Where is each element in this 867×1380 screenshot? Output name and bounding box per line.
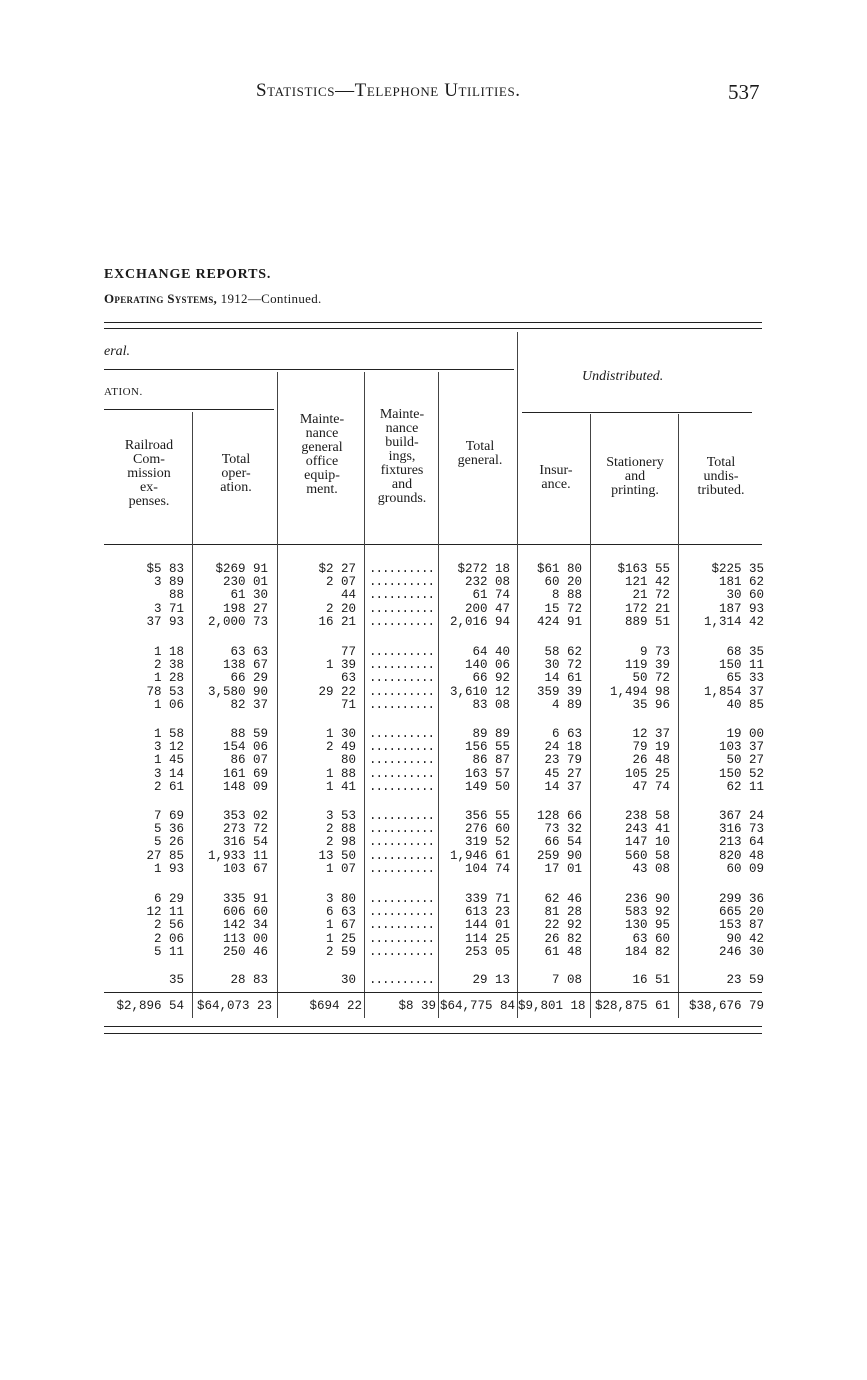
cell-total-operation: 88 59	[230, 727, 268, 741]
cell-total-operation: 606 60	[222, 905, 268, 920]
dot-leader: ..........	[369, 905, 435, 920]
header-fragment-ation: ATION.	[104, 386, 143, 398]
cell-stationery: 121 42	[624, 575, 670, 590]
cell-total-undistributed: 68 35	[726, 645, 764, 659]
cell-stationery: 47 74	[632, 779, 670, 794]
cell-total-general: 114 25	[464, 931, 510, 946]
col-header-railroad: Railroad Com- mission ex- penses.	[124, 438, 174, 509]
vrule-6	[590, 414, 591, 1018]
dot-leader: ..........	[369, 575, 435, 590]
cell-stationery: 43 08	[632, 861, 670, 876]
cell-stationery: 243 41	[624, 822, 670, 837]
header-rule-operation	[104, 409, 274, 410]
cell-total-operation: 103 67	[222, 861, 268, 876]
dot-leader: ..........	[369, 753, 435, 768]
cell-total-operation: 63 63	[230, 645, 268, 659]
col-header-total-undistributed: Total undis- tributed.	[697, 455, 745, 498]
cell-office-equipment: $2 27	[318, 562, 356, 576]
cell-total-undistributed: 50 27	[726, 753, 764, 768]
cell-office-equipment: 13 50	[318, 848, 356, 863]
cell-railroad: 1 18	[153, 645, 184, 659]
cell-total-undistributed: 246 30	[718, 944, 764, 959]
dot-leader: ..........	[369, 658, 435, 673]
dot-leader: ..........	[369, 861, 435, 876]
cell-total-operation: 230 01	[222, 575, 268, 590]
cell-stationery: $163 55	[617, 562, 670, 576]
cell-insurance: 30 72	[544, 658, 582, 673]
cell-total-undistributed: 316 73	[718, 822, 764, 837]
total-office-equipment: $694 22	[309, 999, 362, 1013]
subtitle-smallcaps: Operating Systems,	[104, 291, 218, 306]
dot-leader: ..........	[369, 809, 435, 823]
header-rule-undistributed	[522, 412, 752, 413]
dot-leader: ..........	[369, 684, 435, 699]
cell-total-undistributed: 213 64	[718, 835, 764, 850]
page-number: 537	[728, 80, 760, 104]
cell-stationery: 26 48	[632, 753, 670, 768]
cell-total-general: 89 89	[472, 727, 510, 741]
cell-office-equipment: 1 30	[325, 727, 356, 741]
col-header-total-general: Total general.	[457, 439, 503, 468]
cell-railroad: 5 26	[153, 835, 184, 850]
cell-railroad: 2 56	[153, 918, 184, 933]
cell-total-undistributed: 665 20	[718, 905, 764, 920]
cell-total-operation: 161 69	[222, 766, 268, 781]
cell-total-general: 339 71	[464, 892, 510, 906]
cell-stationery: 119 39	[624, 658, 670, 673]
cell-insurance: 128 66	[536, 809, 582, 823]
cell-railroad: 3 71	[153, 601, 184, 616]
cell-insurance: 17 01	[544, 861, 582, 876]
cell-total-undistributed: 19 00	[726, 727, 764, 741]
cell-railroad: 3 89	[153, 575, 184, 590]
cell-total-general: 64 40	[472, 645, 510, 659]
cell-total-undistributed: 1,314 42	[703, 614, 764, 629]
dot-leader: ..........	[369, 931, 435, 946]
col-header-total-operation: Total oper- ation.	[220, 452, 252, 495]
cell-office-equipment: 2 98	[325, 835, 356, 850]
cell-total-general: $272 18	[457, 562, 510, 576]
cell-office-equipment: 1 39	[325, 658, 356, 673]
cell-stationery: 583 92	[624, 905, 670, 920]
cell-total-undistributed: 187 93	[718, 601, 764, 616]
cell-office-equipment: 1 25	[325, 931, 356, 946]
cell-office-equipment: 71	[340, 697, 356, 712]
totals-rule	[104, 992, 762, 993]
cell-total-undistributed: 820 48	[718, 848, 764, 863]
cell-insurance: 4 89	[551, 697, 582, 712]
cell-railroad: 78 53	[146, 684, 184, 699]
cell-total-operation: 316 54	[222, 835, 268, 850]
vrule-7	[678, 414, 679, 1018]
cell-railroad: 7 69	[153, 809, 184, 823]
cell-total-undistributed: 1,854 37	[703, 684, 764, 699]
cell-total-operation: 3,580 90	[207, 684, 268, 699]
cell-total-undistributed: 30 60	[726, 588, 764, 603]
dot-leader: ..........	[369, 562, 435, 576]
cell-total-operation: 66 29	[230, 671, 268, 686]
cell-office-equipment: 80	[340, 753, 356, 768]
cell-total-operation: 61 30	[230, 588, 268, 603]
cell-railroad: 12 11	[146, 905, 184, 920]
cell-insurance: 23 79	[544, 753, 582, 768]
cell-stationery: 21 72	[632, 588, 670, 603]
cell-last-total-operation: 28 83	[230, 973, 268, 987]
cell-total-operation: 335 91	[222, 892, 268, 906]
cell-total-operation: 353 02	[222, 809, 268, 823]
cell-office-equipment: 63	[340, 671, 356, 686]
cell-office-equipment: 2 49	[325, 740, 356, 755]
cell-railroad: 3 12	[153, 740, 184, 755]
cell-insurance: 81 28	[544, 905, 582, 920]
cell-total-general: 156 55	[464, 740, 510, 755]
cell-total-general: 149 50	[464, 779, 510, 794]
cell-office-equipment: 1 41	[325, 779, 356, 794]
dot-leader: ..........	[369, 740, 435, 755]
total-total-undistributed: $38,676 79	[688, 999, 764, 1013]
cell-total-general: 276 60	[464, 822, 510, 837]
cell-stationery: 105 25	[624, 766, 670, 781]
cell-office-equipment: 29 22	[318, 684, 356, 699]
dot-leader: ..........	[369, 779, 435, 794]
subtitle-rest: 1912—Continued.	[220, 291, 322, 306]
cell-stationery: 560 58	[624, 848, 670, 863]
cell-total-undistributed: 90 42	[726, 931, 764, 946]
cell-stationery: 147 10	[624, 835, 670, 850]
cell-total-operation: 198 27	[222, 601, 268, 616]
cell-last-insurance: 7 08	[551, 973, 582, 987]
cell-stationery: 12 37	[632, 727, 670, 741]
dot-leader: ..........	[369, 727, 435, 741]
cell-total-undistributed: 103 37	[718, 740, 764, 755]
cell-total-general: 2,016 94	[449, 614, 510, 629]
cell-total-undistributed: 181 62	[718, 575, 764, 590]
cell-office-equipment: 2 59	[325, 944, 356, 959]
cell-insurance: 424 91	[536, 614, 582, 629]
cell-total-undistributed: 150 52	[718, 766, 764, 781]
dot-leader: ..........	[369, 697, 435, 712]
cell-office-equipment: 6 63	[325, 905, 356, 920]
cell-total-operation: $269 91	[215, 562, 268, 576]
dot-leader: ..........	[369, 588, 435, 603]
cell-last-railroad: 35	[168, 973, 184, 987]
cell-office-equipment: 2 20	[325, 601, 356, 616]
cell-total-operation: 138 67	[222, 658, 268, 673]
cell-stationery: 238 58	[624, 809, 670, 823]
cell-office-equipment: 1 07	[325, 861, 356, 876]
cell-total-general: 3,610 12	[449, 684, 510, 699]
cell-stationery: 63 60	[632, 931, 670, 946]
cell-total-general: 66 92	[472, 671, 510, 686]
cell-insurance: 259 90	[536, 848, 582, 863]
cell-insurance: 66 54	[544, 835, 582, 850]
cell-total-operation: 86 07	[230, 753, 268, 768]
bottom-rule-1	[104, 1026, 762, 1027]
cell-total-general: 61 74	[472, 588, 510, 603]
cell-insurance: 61 48	[544, 944, 582, 959]
cell-insurance: 60 20	[544, 575, 582, 590]
cell-total-operation: 82 37	[230, 697, 268, 712]
top-rule-2	[104, 328, 762, 329]
cell-total-undistributed: 153 87	[718, 918, 764, 933]
cell-total-general: 144 01	[464, 918, 510, 933]
cell-stationery: 9 73	[639, 645, 670, 659]
vrule-2	[277, 372, 278, 1018]
cell-railroad: 1 58	[153, 727, 184, 741]
cell-stationery: 236 90	[624, 892, 670, 906]
dot-leader: ..........	[369, 614, 435, 629]
header-fragment-top: eral.	[104, 344, 131, 359]
cell-stationery: 889 51	[624, 614, 670, 629]
cell-insurance: 15 72	[544, 601, 582, 616]
cell-railroad: 1 06	[153, 697, 184, 712]
cell-office-equipment: 3 53	[325, 809, 356, 823]
cell-total-operation: 250 46	[222, 944, 268, 959]
dot-leader: ..........	[369, 848, 435, 863]
header-undistributed: Undistributed.	[582, 369, 664, 384]
cell-insurance: 62 46	[544, 892, 582, 906]
cell-insurance: $61 80	[536, 562, 582, 576]
cell-insurance: 22 92	[544, 918, 582, 933]
cell-total-operation: 113 00	[222, 931, 268, 946]
cell-railroad: 2 61	[153, 779, 184, 794]
cell-stationery: 130 95	[624, 918, 670, 933]
cell-stationery: 184 82	[624, 944, 670, 959]
cell-office-equipment: 1 88	[325, 766, 356, 781]
cell-railroad: 27 85	[146, 848, 184, 863]
cell-stationery: 1,494 98	[609, 684, 670, 699]
cell-total-undistributed: 65 33	[726, 671, 764, 686]
cell-last-total-undistributed: 23 59	[726, 973, 764, 987]
cell-railroad: 6 29	[153, 892, 184, 906]
cell-railroad: 5 11	[153, 944, 184, 959]
dot-leader: ..........	[369, 944, 435, 959]
bottom-rule-2	[104, 1033, 762, 1034]
top-rule-1	[104, 322, 762, 323]
cell-stationery: 50 72	[632, 671, 670, 686]
cell-stationery: 172 21	[624, 601, 670, 616]
cell-last-total-general: 29 13	[472, 973, 510, 987]
cell-railroad: 5 36	[153, 822, 184, 837]
dot-leader: ..........	[369, 835, 435, 850]
cell-total-general: 1,946 61	[449, 848, 510, 863]
cell-insurance: 8 88	[551, 588, 582, 603]
cell-total-general: 319 52	[464, 835, 510, 850]
cell-total-undistributed: 62 11	[726, 779, 764, 794]
total-insurance: $9,801 18	[518, 999, 586, 1013]
cell-railroad: 2 38	[153, 658, 184, 673]
cell-total-general: 356 55	[464, 809, 510, 823]
total-total-general: $64,775 84	[440, 999, 516, 1013]
cell-insurance: 359 39	[536, 684, 582, 699]
cell-last-office-equipment: 30	[340, 973, 356, 987]
dot-leader: ..........	[369, 601, 435, 616]
cell-total-undistributed: 367 24	[718, 809, 764, 823]
cell-stationery: 35 96	[632, 697, 670, 712]
cell-insurance: 14 37	[544, 779, 582, 794]
cell-total-operation: 273 72	[222, 822, 268, 837]
cell-office-equipment: 16 21	[318, 614, 356, 629]
cell-railroad: 37 93	[146, 614, 184, 629]
header-rule-general	[104, 369, 514, 370]
cell-stationery: 79 19	[632, 740, 670, 755]
cell-total-operation: 154 06	[222, 740, 268, 755]
dot-leader: ..........	[369, 766, 435, 781]
cell-railroad: 1 45	[153, 753, 184, 768]
cell-insurance: 6 63	[551, 727, 582, 741]
cell-total-operation: 2,000 73	[207, 614, 268, 629]
total-railroad: $2,896 54	[116, 999, 184, 1013]
dot-leader: ..........	[369, 918, 435, 933]
cell-total-undistributed: $225 35	[711, 562, 764, 576]
col-header-office-equipment: Mainte- nance general office equip- ment.	[299, 412, 345, 497]
cell-total-general: 140 06	[464, 658, 510, 673]
total-buildings: $8 39	[398, 999, 436, 1013]
cell-office-equipment: 3 80	[325, 892, 356, 906]
vrule-4	[438, 372, 439, 1018]
vrule-1	[192, 412, 193, 1018]
cell-total-operation: 142 34	[222, 918, 268, 933]
cell-office-equipment: 2 07	[325, 575, 356, 590]
cell-railroad: 1 93	[153, 861, 184, 876]
cell-office-equipment: 2 88	[325, 822, 356, 837]
cell-total-general: 86 87	[472, 753, 510, 768]
col-header-stationery: Stationery and printing.	[606, 455, 664, 498]
cell-railroad: $5 83	[146, 562, 184, 576]
total-stationery: $28,875 61	[594, 999, 670, 1013]
vrule-3	[364, 372, 365, 1018]
dot-leader: ..........	[369, 822, 435, 837]
cell-office-equipment: 77	[340, 645, 356, 659]
cell-total-undistributed: 299 36	[718, 892, 764, 906]
cell-railroad: 1 28	[153, 671, 184, 686]
cell-insurance: 14 61	[544, 671, 582, 686]
cell-railroad: 2 06	[153, 931, 184, 946]
cell-total-undistributed: 60 09	[726, 861, 764, 876]
dot-leader: ..........	[369, 973, 435, 987]
cell-total-operation: 1,933 11	[207, 848, 268, 863]
col-header-insurance: Insur- ance.	[539, 463, 573, 492]
running-head: Statistics—Telephone Utilities.	[256, 80, 521, 101]
cell-total-general: 200 47	[464, 601, 510, 616]
cell-railroad: 3 14	[153, 766, 184, 781]
section-title: EXCHANGE REPORTS.	[104, 267, 272, 282]
cell-total-general: 163 57	[464, 766, 510, 781]
col-header-buildings: Mainte- nance build- ings, fixtures and grounds.	[377, 407, 427, 506]
cell-insurance: 58 62	[544, 645, 582, 659]
cell-railroad: 88	[168, 588, 184, 603]
dot-leader: ..........	[369, 892, 435, 906]
cell-insurance: 26 82	[544, 931, 582, 946]
dot-leader: ..........	[369, 645, 435, 659]
dot-leader: ..........	[369, 671, 435, 686]
cell-total-operation: 148 09	[222, 779, 268, 794]
cell-office-equipment: 1 67	[325, 918, 356, 933]
cell-total-general: 83 08	[472, 697, 510, 712]
cell-total-general: 253 05	[464, 944, 510, 959]
cell-last-stationery: 16 51	[632, 973, 670, 987]
cell-insurance: 24 18	[544, 740, 582, 755]
section-subtitle	[104, 291, 322, 307]
cell-total-undistributed: 40 85	[726, 697, 764, 712]
header-bottom-rule	[104, 544, 762, 545]
cell-total-general: 104 74	[464, 861, 510, 876]
cell-insurance: 73 32	[544, 822, 582, 837]
cell-total-undistributed: 150 11	[718, 658, 764, 673]
cell-total-general: 232 08	[464, 575, 510, 590]
total-total-operation: $64,073 23	[196, 999, 272, 1013]
cell-total-general: 613 23	[464, 905, 510, 920]
cell-office-equipment: 44	[340, 588, 356, 603]
cell-insurance: 45 27	[544, 766, 582, 781]
